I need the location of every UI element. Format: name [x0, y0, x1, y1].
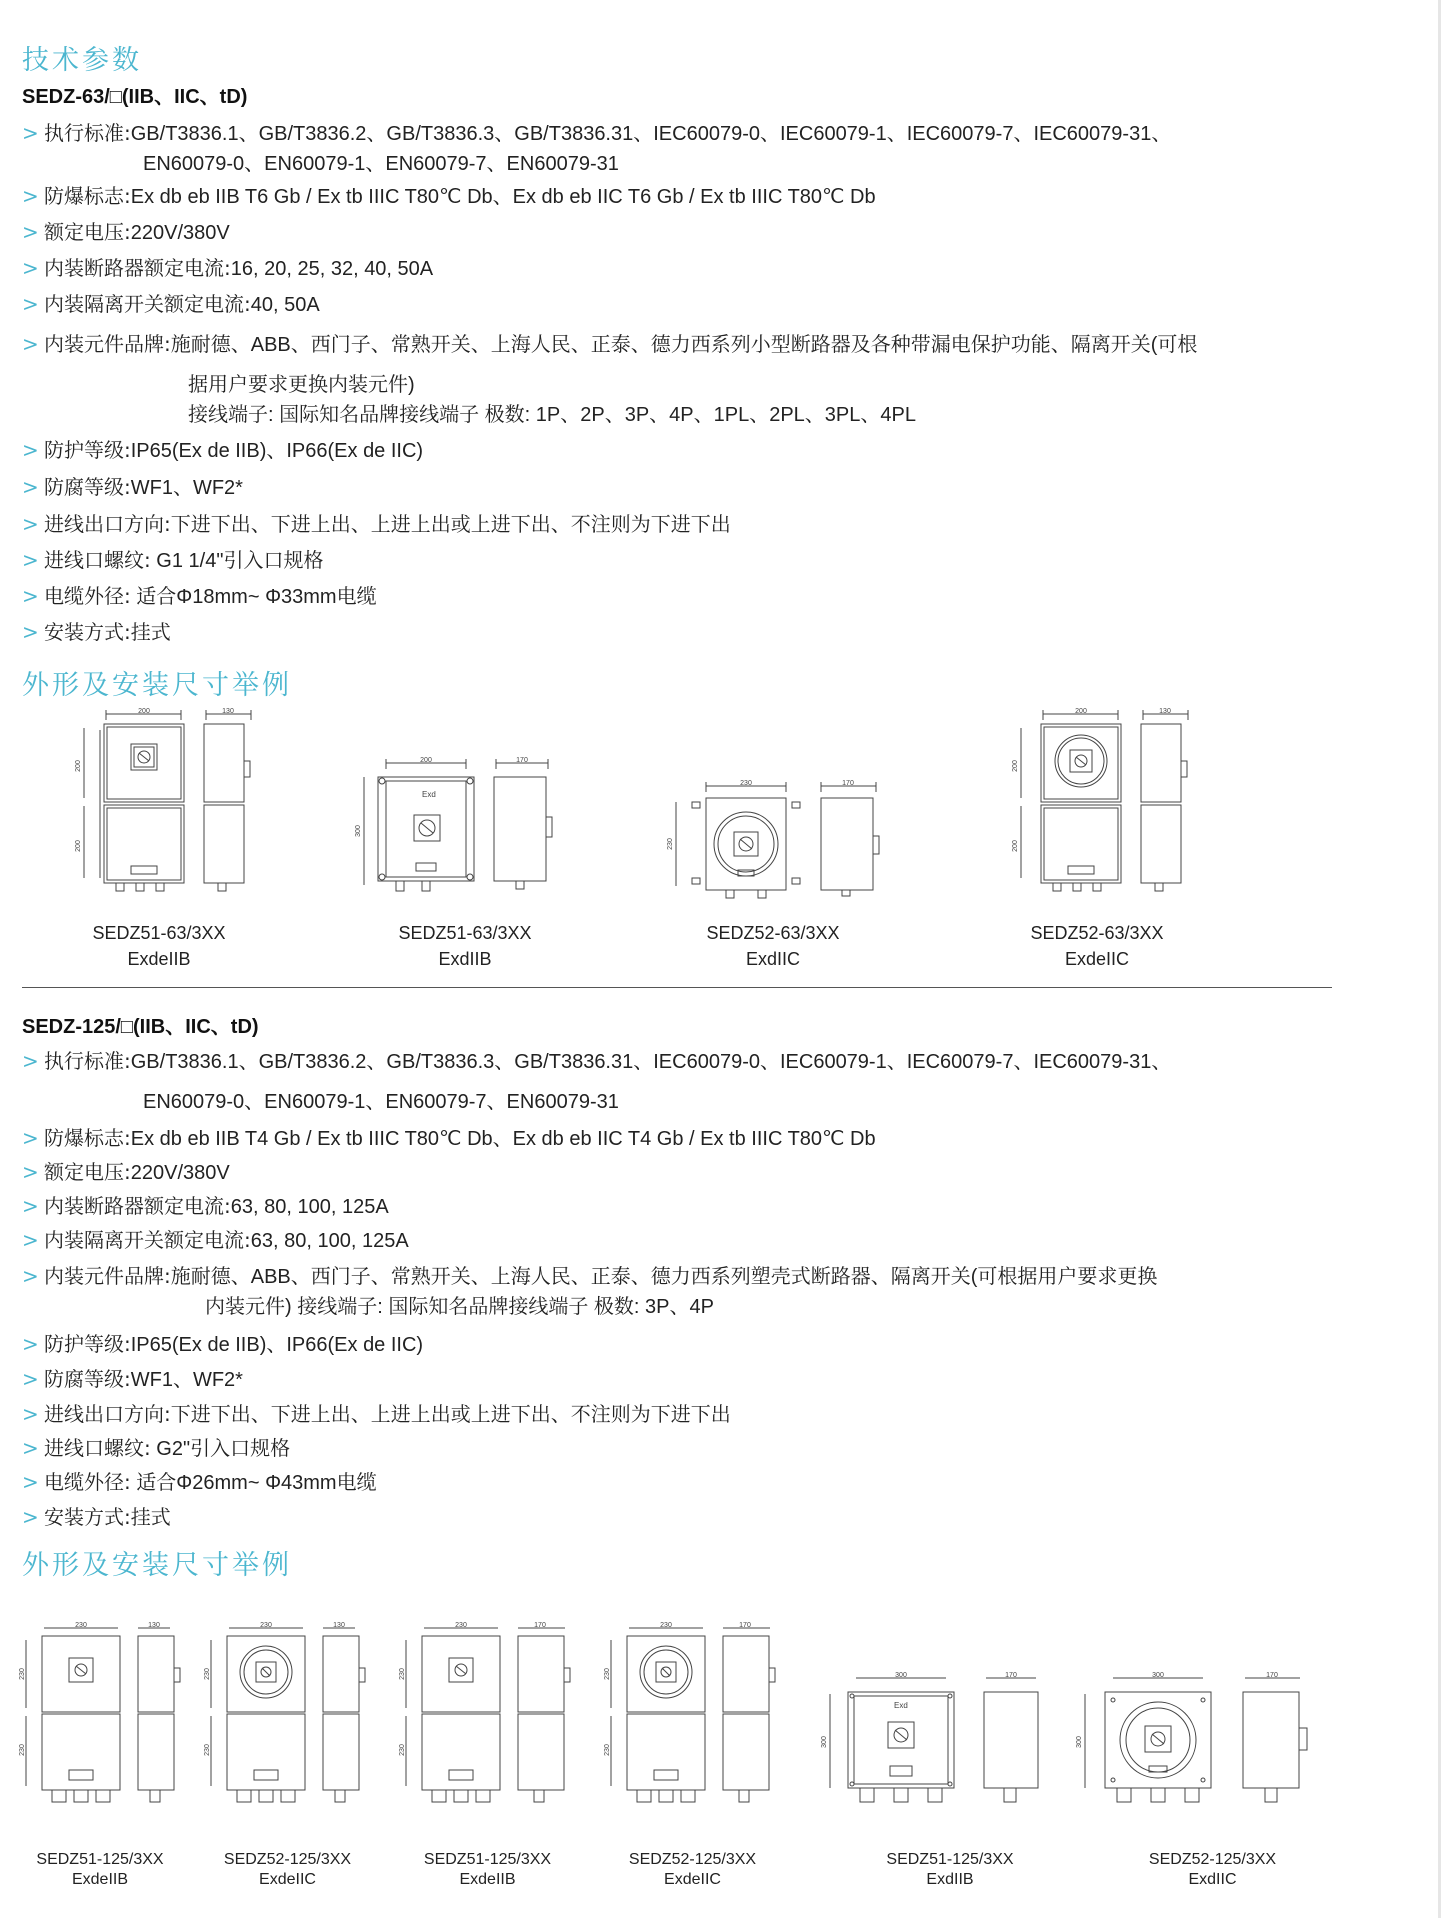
svg-text:170: 170	[1266, 1672, 1278, 1679]
caption2-6: SEDZ52-125/3XX ExdIIC	[1148, 1851, 1277, 1888]
spec2-standard: > 执行标准:GB/T3836.1、GB/T3836.2、GB/T3836.3、GB/T3836.31、IEC60079-0、IEC60079-1、IEC60079-7、IEC60079-31、	[22, 1049, 1172, 1073]
spec-cable-diameter: > 电缆外径: 适合Φ18mm~ Φ33mm电缆	[22, 584, 377, 608]
spec2-isolator-current: > 内装隔离开关额定电流:63, 80, 100, 125A	[22, 1228, 409, 1252]
svg-text:300: 300	[895, 1672, 907, 1679]
svg-text:170: 170	[842, 780, 854, 787]
caption-drawing-1: SEDZ51-63/3XX ExdeIIB	[92, 923, 226, 969]
caption-drawing-4: SEDZ52-63/3XX ExdeIIC	[1030, 923, 1164, 969]
spec-entry-direction: > 进线出口方向:下进下出、下进上出、上进上出或上进下出、不注则为下进下出	[22, 512, 731, 536]
svg-text:230: 230	[260, 1622, 272, 1629]
drawing2-2	[205, 1620, 385, 1810]
spec-rated-voltage: > 额定电压:220V/380V	[22, 220, 230, 244]
spec-entry-thread: > 进线口螺纹: G1 1/4"引入口规格	[22, 548, 324, 572]
svg-text:Exd: Exd	[894, 1701, 908, 1710]
spec-breaker-current: > 内装断路器额定电流:16, 20, 25, 32, 40, 50A	[22, 256, 434, 280]
spec-explosion-mark: > 防爆标志:Ex db eb IIB T6 Gb / Ex tb IIIC T80℃ Db、Ex db eb IIC T6 Gb / Ex tb IIIC T80℃ Db	[22, 184, 876, 208]
spec2-component-brand: > 内装元件品牌:施耐德、ABB、西门子、常熟开关、上海人民、正泰、德力西系列塑壳式断路器、隔离开关(可根据用户要求更换	[22, 1264, 1158, 1288]
caption2-2: SEDZ52-125/3XX ExdeIIC	[223, 1851, 352, 1888]
model-title-125: SEDZ-125/□(IIB、IIC、tD)	[22, 1016, 259, 1038]
arrow-icon: >	[22, 1126, 39, 1150]
section2-title-dimensions: 外形及安装尺寸举例	[22, 1550, 292, 1581]
svg-text:170: 170	[1005, 1672, 1017, 1679]
svg-text:130: 130	[148, 1622, 160, 1629]
svg-text:300: 300	[821, 1736, 828, 1748]
caption2-3: SEDZ51-125/3XX ExdeIIB	[423, 1851, 552, 1888]
section-divider	[22, 987, 1332, 988]
arrow-icon: >	[22, 1264, 39, 1288]
drawing2-4	[605, 1620, 790, 1810]
svg-text:230: 230	[399, 1668, 406, 1680]
svg-text:200: 200	[1012, 760, 1019, 772]
svg-text:230: 230	[19, 1668, 26, 1680]
arrow-icon: >	[22, 121, 39, 145]
section-title-tech-params: 技术参数	[22, 45, 142, 76]
arrow-icon: >	[22, 256, 39, 280]
spec2-standard-cont: EN60079-0、EN60079-1、EN60079-7、EN60079-31	[143, 1091, 619, 1113]
arrow-icon: >	[22, 332, 39, 356]
svg-text:200: 200	[138, 708, 150, 715]
drawing2-5	[820, 1670, 1050, 1820]
spec-component-brand-cont: 据用户要求更换内装元件)	[188, 374, 415, 396]
drawing-sedz51-63-exdiib	[356, 755, 566, 895]
drawing2-3	[400, 1620, 585, 1810]
arrow-icon: >	[22, 1228, 39, 1252]
svg-text:230: 230	[204, 1668, 211, 1680]
drawing-sedz52-63-exdeiic	[1013, 706, 1213, 896]
svg-text:300: 300	[1152, 1672, 1164, 1679]
drawing2-6	[1075, 1670, 1325, 1820]
spec-component-brand: > 内装元件品牌:施耐德、ABB、西门子、常熟开关、上海人民、正泰、德力西系列小型断路器及各种带漏电保护功能、隔离开关(可根	[22, 332, 1198, 356]
svg-text:200: 200	[75, 760, 82, 772]
drawing2-1	[20, 1620, 200, 1810]
model-title-63: SEDZ-63/□(IIB、IIC、tD)	[22, 86, 248, 108]
spec2-protection: > 防护等级:IP65(Ex de IIB)、IP66(Ex de IIC)	[22, 1332, 424, 1356]
spec2-cable-diameter: > 电缆外径: 适合Φ26mm~ Φ43mm电缆	[22, 1470, 377, 1494]
arrow-icon: >	[22, 620, 39, 644]
caption-drawing-2: SEDZ51-63/3XX ExdIIB	[398, 923, 532, 969]
spec-protection: > 防护等级:IP65(Ex de IIB)、IP66(Ex de IIC)	[22, 438, 424, 462]
drawing-sedz51-63-exdeiib	[76, 706, 276, 896]
svg-text:200: 200	[1075, 708, 1087, 715]
arrow-icon: >	[22, 1402, 39, 1426]
arrow-icon: >	[22, 1160, 39, 1184]
svg-text:230: 230	[399, 1744, 406, 1756]
svg-text:200: 200	[420, 757, 432, 764]
caption2-4: SEDZ52-125/3XX ExdeIIC	[628, 1851, 757, 1888]
spec-standard: > 执行标准:GB/T3836.1、GB/T3836.2、GB/T3836.3、GB/T3836.31、IEC60079-0、IEC60079-1、IEC60079-7、IEC60079-31、	[22, 121, 1172, 145]
svg-text:230: 230	[604, 1668, 611, 1680]
spec2-anticorrosion: > 防腐等级:WF1、WF2*	[22, 1367, 243, 1391]
arrow-icon: >	[22, 1049, 39, 1073]
svg-text:230: 230	[204, 1744, 211, 1756]
arrow-icon: >	[22, 475, 39, 499]
caption2-1: SEDZ51-125/3XX ExdeIIB	[36, 1851, 164, 1888]
arrow-icon: >	[22, 292, 39, 316]
spec-anticorrosion: > 防腐等级:WF1、WF2*	[22, 475, 243, 499]
section-title-dimensions: 外形及安装尺寸举例	[22, 670, 292, 701]
svg-text:230: 230	[604, 1744, 611, 1756]
caption-drawing-3: SEDZ52-63/3XX ExdIIC	[706, 923, 840, 969]
spec-isolator-current: > 内装隔离开关额定电流:40, 50A	[22, 292, 320, 316]
spec2-mounting: > 安装方式:挂式	[22, 1505, 171, 1529]
arrow-icon: >	[22, 548, 39, 572]
svg-text:230: 230	[660, 1622, 672, 1629]
svg-text:230: 230	[455, 1622, 467, 1629]
svg-text:170: 170	[534, 1622, 546, 1629]
spec-mounting: > 安装方式:挂式	[22, 620, 171, 644]
svg-text:170: 170	[739, 1622, 751, 1629]
spec2-component-brand-cont: 内装元件) 接线端子: 国际知名品牌接线端子 极数: 3P、4P	[205, 1296, 714, 1318]
spec-terminal-poles: 接线端子: 国际知名品牌接线端子 极数: 1P、2P、3P、4P、1PL、2PL、3PL、4PL	[188, 404, 916, 426]
spec2-entry-thread: > 进线口螺纹: G2"引入口规格	[22, 1436, 291, 1460]
arrow-icon: >	[22, 184, 39, 208]
svg-text:300: 300	[1076, 1736, 1083, 1748]
arrow-icon: >	[22, 220, 39, 244]
arrow-icon: >	[22, 1332, 39, 1356]
svg-text:230: 230	[19, 1744, 26, 1756]
svg-text:130: 130	[222, 708, 234, 715]
spec-standard-cont: EN60079-0、EN60079-1、EN60079-7、EN60079-31	[143, 153, 619, 175]
arrow-icon: >	[22, 584, 39, 608]
arrow-icon: >	[22, 1470, 39, 1494]
spec2-breaker-current: > 内装断路器额定电流:63, 80, 100, 125A	[22, 1194, 389, 1218]
spec2-explosion-mark: > 防爆标志:Ex db eb IIB T4 Gb / Ex tb IIIC T80℃ Db、Ex db eb IIC T4 Gb / Ex tb IIIC T80℃ Db	[22, 1126, 876, 1150]
svg-text:170: 170	[516, 757, 528, 764]
svg-text:230: 230	[75, 1622, 87, 1629]
svg-text:200: 200	[1012, 840, 1019, 852]
svg-text:230: 230	[740, 780, 752, 787]
caption2-5: SEDZ51-125/3XX ExdIIB	[886, 1851, 1014, 1888]
arrow-icon: >	[22, 1505, 39, 1529]
arrow-icon: >	[22, 1194, 39, 1218]
svg-text:130: 130	[333, 1622, 345, 1629]
spec2-rated-voltage: > 额定电压:220V/380V	[22, 1160, 230, 1184]
svg-text:300: 300	[355, 825, 362, 837]
svg-text:130: 130	[1159, 708, 1171, 715]
svg-text:200: 200	[75, 840, 82, 852]
svg-text:230: 230	[667, 838, 674, 850]
arrow-icon: >	[22, 1436, 39, 1460]
svg-text:Exd: Exd	[422, 790, 436, 799]
spec2-entry-direction: > 进线出口方向:下进下出、下进上出、上进上出或上进下出、不注则为下进下出	[22, 1402, 731, 1426]
arrow-icon: >	[22, 1367, 39, 1391]
arrow-icon: >	[22, 512, 39, 536]
drawing-sedz52-63-exdiic	[666, 778, 906, 898]
arrow-icon: >	[22, 438, 39, 462]
